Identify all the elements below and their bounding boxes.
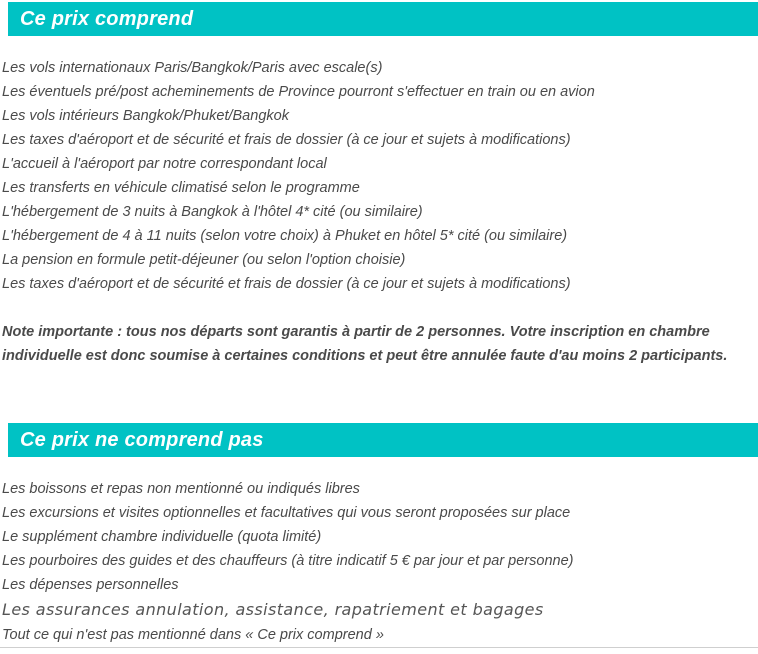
list-item: L'accueil à l'aéroport par notre correspondant local xyxy=(2,156,327,172)
included-header-banner xyxy=(8,2,758,36)
excluded-items-list xyxy=(0,477,758,647)
included-section-title: Ce prix comprend xyxy=(20,8,194,30)
list-item: L'hébergement de 3 nuits à Bangkok à l'hôtel 4* cité (ou similaire) xyxy=(2,204,423,220)
list-item: La pension en formule petit-déjeuner (ou selon l'option choisie) xyxy=(2,252,406,268)
list-item: L'hébergement de 4 à 11 nuits (selon votre choix) à Phuket en hôtel 5* cité (ou similaire) xyxy=(2,228,568,244)
list-item: Les transferts en véhicule climatisé selon le programme xyxy=(2,180,360,196)
list-item: Les taxes d'aéroport et de sécurité et frais de dossier (à ce jour et sujets à modifications) xyxy=(2,276,571,292)
list-item-insurance: Les assurances annulation, assistance, rapatriement et bagages xyxy=(2,600,544,619)
list-item: Les pourboires des guides et des chauffeurs (à titre indicatif 5 € par jour et par personne) xyxy=(2,553,574,569)
list-item: Les excursions et visites optionnelles et facultatives qui vous seront proposées sur place xyxy=(2,505,571,521)
included-section xyxy=(0,2,758,368)
list-item: Tout ce qui n'est pas mentionné dans « Ce prix comprend » xyxy=(2,627,384,643)
list-item: Les éventuels pré/post acheminements de Province pourront s'effectuer en train ou en avion xyxy=(2,84,595,100)
important-note: Note importante : tous nos départs sont garantis à partir de 2 personnes. Votre inscription en chambre individuelle est donc soumise à certaines conditions et peut être annulée faute d'au moins 2 participants. xyxy=(2,324,728,364)
list-item: Les dépenses personnelles xyxy=(2,577,179,593)
excluded-section xyxy=(0,423,758,647)
list-item: Le supplément chambre individuelle (quota limité) xyxy=(2,529,322,545)
list-item: Les vols intérieurs Bangkok/Phuket/Bangkok xyxy=(2,108,289,124)
section-spacer xyxy=(0,368,758,423)
bottom-divider xyxy=(0,647,758,648)
excluded-section-title: Ce prix ne comprend pas xyxy=(20,429,264,451)
excluded-header-banner xyxy=(8,423,758,457)
included-items-list xyxy=(0,56,758,296)
list-item: Les vols internationaux Paris/Bangkok/Paris avec escale(s) xyxy=(2,60,383,76)
list-item: Les taxes d'aéroport et de sécurité et frais de dossier (à ce jour et sujets à modifications) xyxy=(2,132,571,148)
list-item: Les boissons et repas non mentionné ou indiqués libres xyxy=(2,481,360,497)
